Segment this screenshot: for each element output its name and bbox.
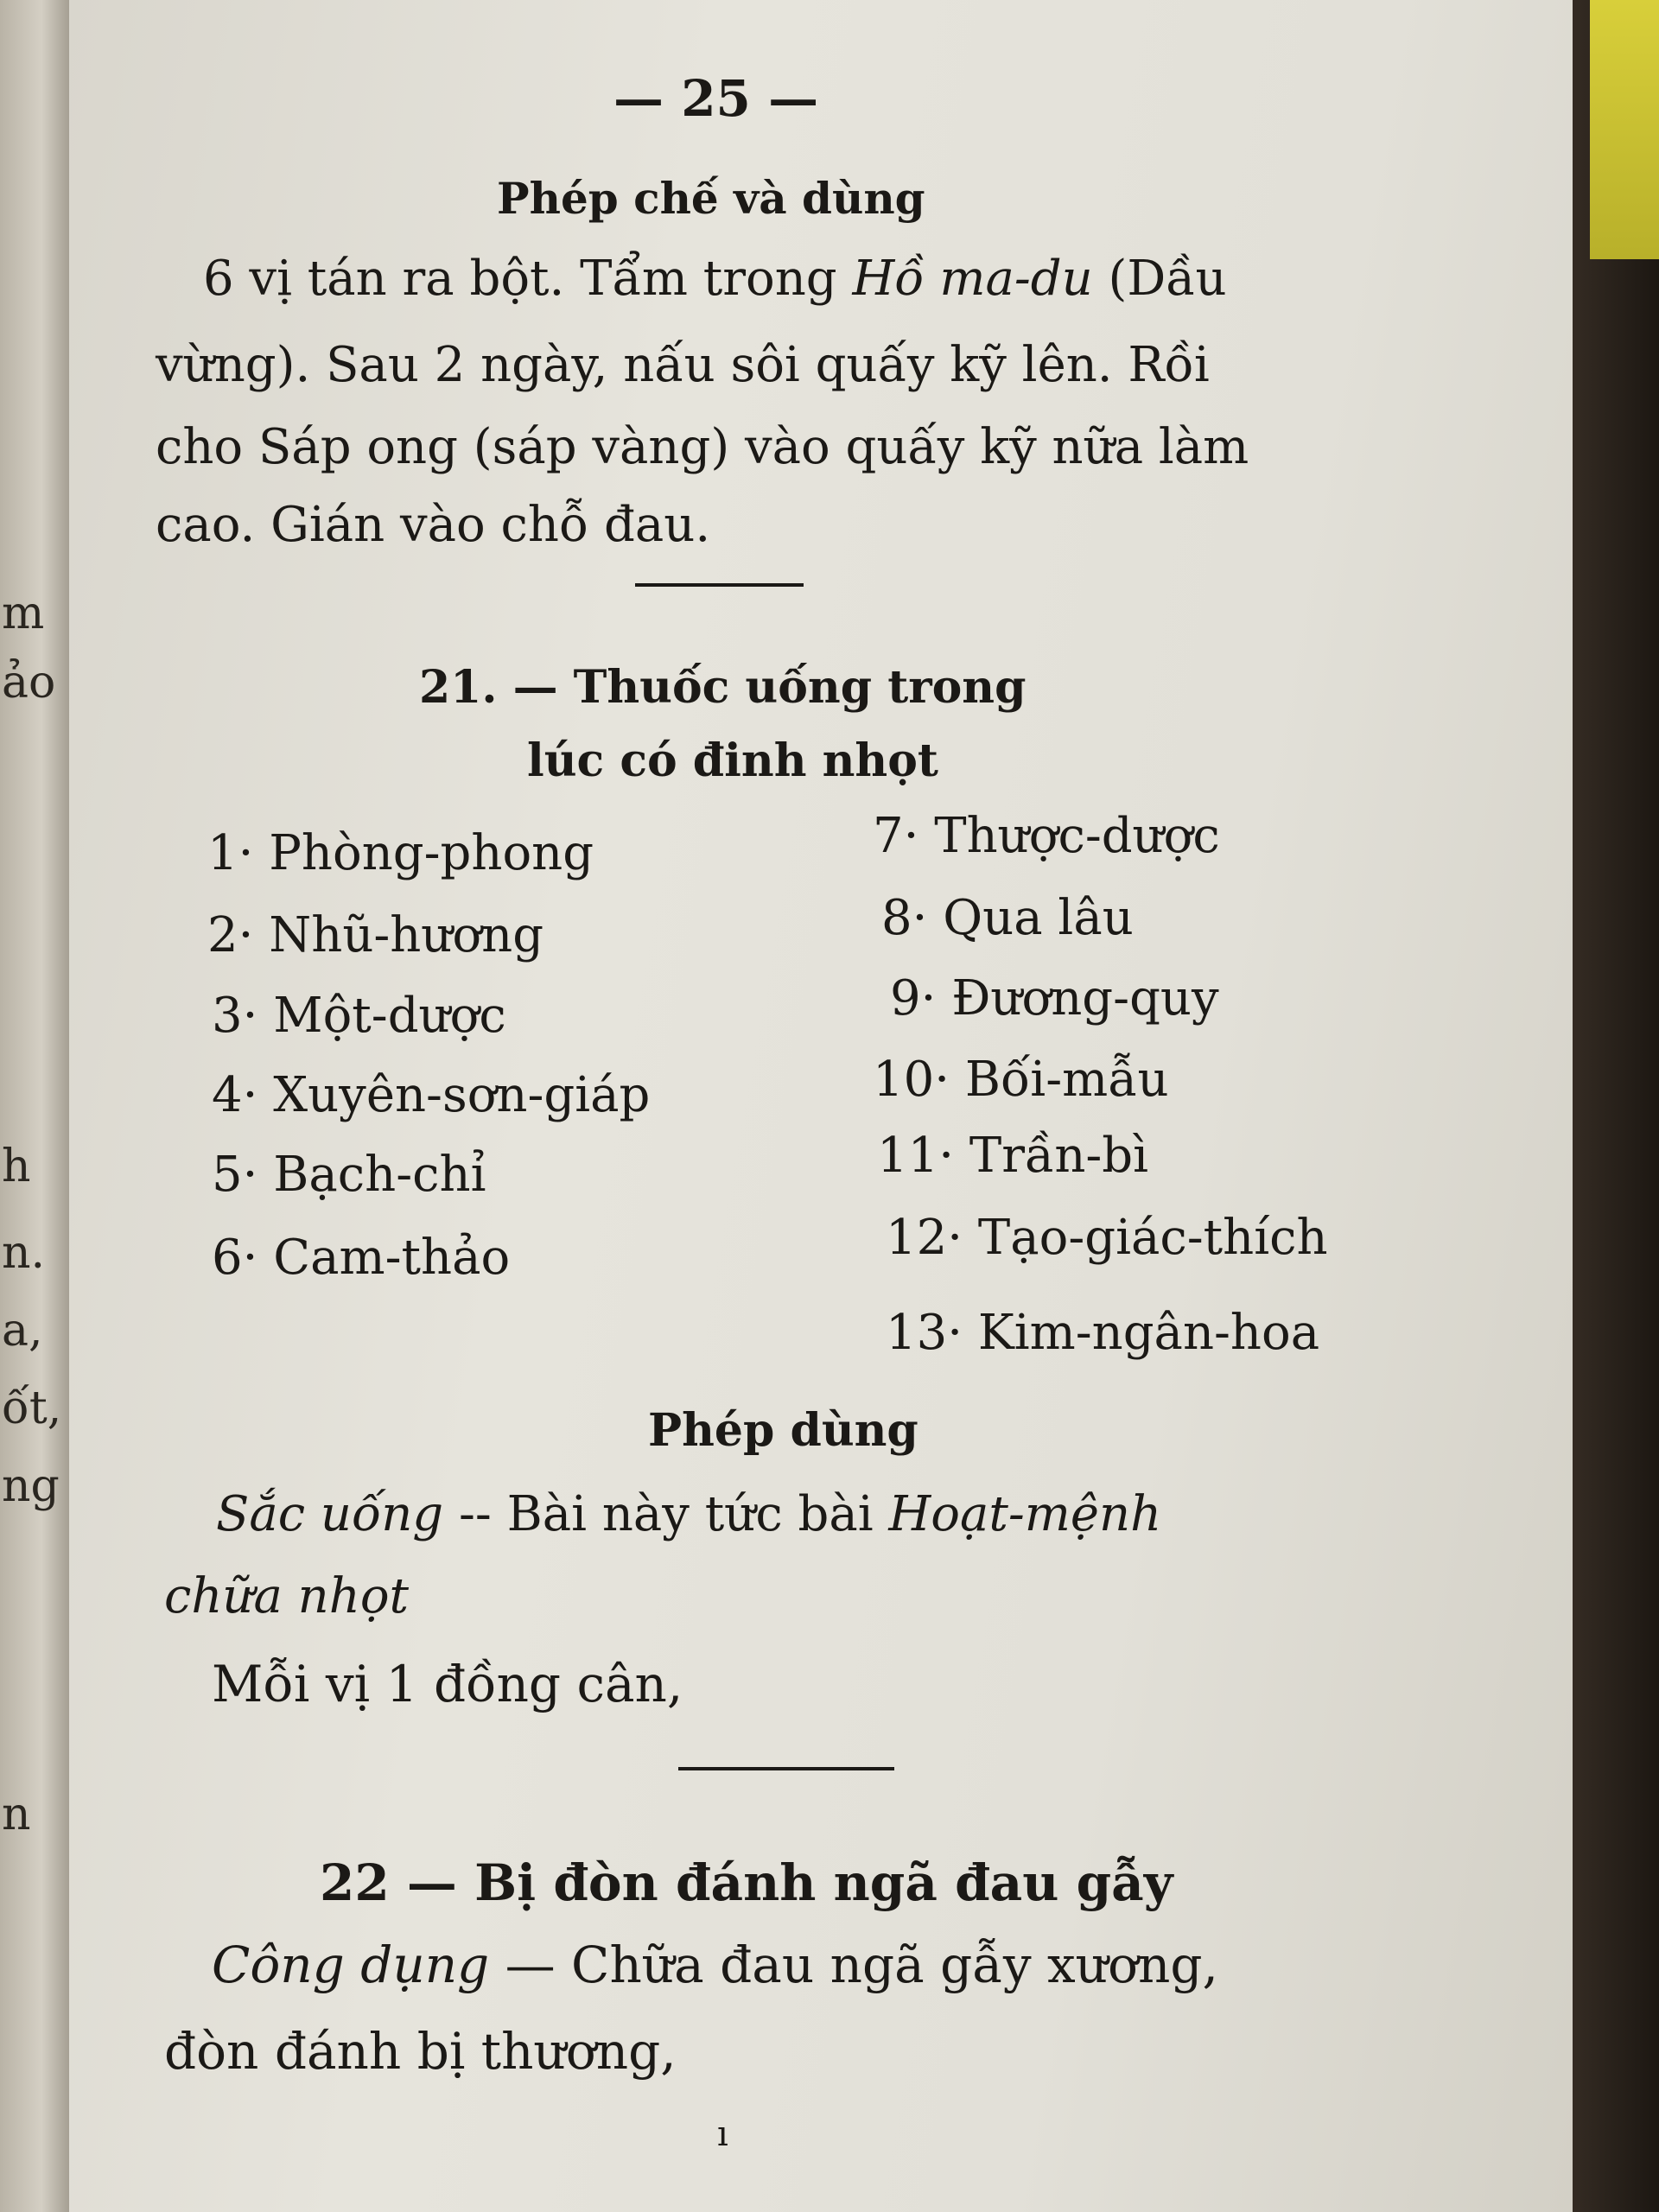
item-number: 7· — [873, 808, 919, 864]
ingredient-item — [207, 907, 544, 963]
section-divider — [635, 583, 804, 587]
item-number: 6· — [212, 1230, 258, 1286]
edge-fragment: ng — [2, 1460, 60, 1512]
page-number: — 25 — — [613, 69, 819, 128]
ingredient-item — [890, 970, 1219, 1027]
item-name: Phòng-phong — [269, 825, 594, 881]
item-name: Qua lâu — [943, 890, 1134, 946]
item-name: Bạch-chỉ — [273, 1147, 486, 1203]
book-page — [69, 0, 1573, 2212]
body-line: cao. Gián vào chỗ đau. — [156, 497, 711, 553]
item-name: Bối-mẫu — [964, 1052, 1169, 1108]
edge-fragment: h — [2, 1141, 31, 1192]
text-run-italic: Hồ ma-du — [852, 251, 1093, 307]
item-number: 5· — [212, 1147, 258, 1203]
section-title: lúc có đinh nhọt — [527, 734, 938, 787]
body-line: cho Sáp ong (sáp vàng) vào quấy kỹ nữa làm — [156, 419, 1249, 475]
edge-fragment: n. — [2, 1227, 46, 1279]
item-number: 9· — [890, 970, 937, 1027]
body-line — [203, 251, 1227, 307]
item-number: 11· — [877, 1128, 955, 1184]
ingredient-item — [877, 1128, 1149, 1184]
section-heading: Phép dùng — [648, 1404, 918, 1457]
item-number: 1· — [207, 825, 254, 881]
item-number: 8· — [881, 890, 928, 946]
body-line: đòn đánh bị thương, — [164, 2022, 677, 2081]
item-name: Đương-quy — [951, 970, 1219, 1027]
edge-fragment: ảo — [2, 657, 56, 709]
ingredient-item — [212, 1067, 651, 1123]
body-line: vừng). Sau 2 ngày, nấu sôi quấy kỹ lên. Rồi — [156, 337, 1210, 393]
item-name: Cam-thảo — [273, 1230, 511, 1286]
item-name: Nhũ-hương — [269, 907, 544, 963]
item-name: Một-dược — [273, 988, 506, 1044]
show-through — [1089, 190, 1434, 225]
body-line — [212, 1936, 1218, 1994]
item-number: 2· — [207, 907, 254, 963]
text-run: (Dầu — [1092, 251, 1227, 307]
section-divider — [678, 1767, 894, 1770]
edge-fragment: n — [2, 1789, 31, 1840]
item-name: Xuyên-sơn-giáp — [273, 1067, 651, 1123]
ingredient-item — [886, 1210, 1328, 1266]
item-name: Kim-ngân-hoa — [977, 1305, 1320, 1361]
section-title: 21. — Thuốc uống trong — [419, 661, 1027, 714]
text-run-italic: Sắc uống — [216, 1486, 444, 1542]
footer-mark: ı — [717, 2114, 728, 2154]
section-title: 22 — Bị đòn đánh ngã đau gẫy — [320, 1853, 1173, 1912]
ingredient-item — [212, 1230, 511, 1286]
ingredient-item — [873, 808, 1220, 864]
item-number: 12· — [886, 1210, 963, 1266]
adjacent-page-edge — [0, 0, 69, 2212]
ingredient-item — [212, 1147, 486, 1203]
item-number: 3· — [212, 988, 258, 1044]
item-number: 4· — [212, 1067, 258, 1123]
item-number: 13· — [886, 1305, 963, 1361]
item-name: Tạo-giác-thích — [977, 1210, 1328, 1266]
ingredient-item — [212, 988, 506, 1044]
edge-fragment: m — [2, 588, 45, 639]
body-line: Mỗi vị 1 đồng cân, — [212, 1655, 683, 1713]
ingredient-item — [873, 1052, 1169, 1108]
body-line — [216, 1486, 1162, 1542]
section-heading: Phép chế và dùng — [497, 173, 925, 224]
text-run: -- Bài này tức bài — [443, 1486, 889, 1542]
edge-fragment: ốt, — [2, 1382, 62, 1434]
item-number: 10· — [873, 1052, 950, 1108]
body-line: chữa nhọt — [164, 1568, 410, 1624]
ingredient-item — [886, 1305, 1320, 1361]
ingredient-item — [881, 890, 1134, 946]
item-name: Trần-bì — [969, 1128, 1149, 1184]
edge-fragment: a, — [2, 1305, 43, 1357]
background-object — [1590, 0, 1659, 259]
text-run: — Chữa đau ngã gẫy xương, — [489, 1936, 1218, 1994]
item-name: Thược-dược — [934, 808, 1220, 864]
text-run-italic: Công dụng — [212, 1936, 490, 1994]
text-run-italic: Hoạt-mệnh — [888, 1486, 1162, 1542]
text-run: 6 vị tán ra bột. Tẩm trong — [203, 251, 853, 307]
ingredient-item — [207, 825, 594, 881]
